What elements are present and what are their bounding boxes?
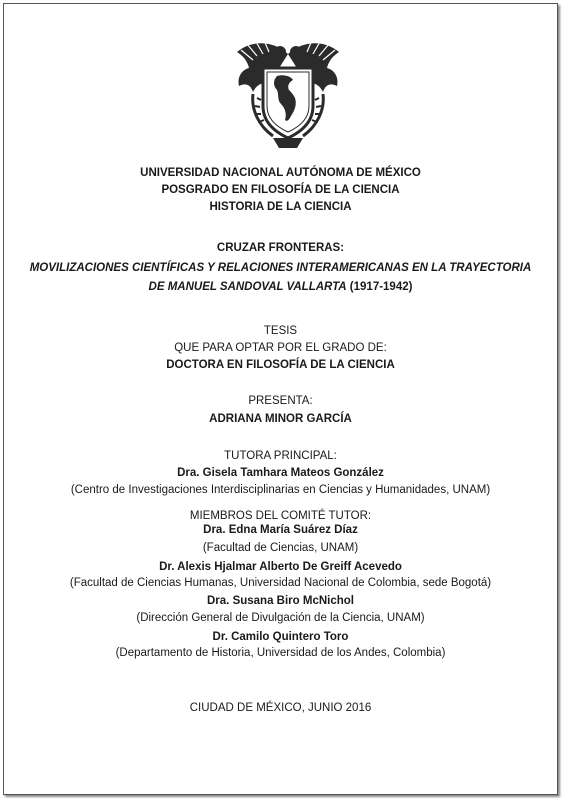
thesis-label: TESIS: [263, 325, 298, 337]
thesis-title-line-2: MOVILIZACIONES CIENTÍFICAS Y RELACIONES INTERAMERICANAS EN LA TRAYECTORIA: [29, 262, 532, 274]
presenter-label: PRESENTA:: [248, 395, 313, 407]
committee-member-name: Dr. Camilo Quintero Toro: [212, 631, 349, 643]
committee-member-affiliation: (Departamento de Historia, Universidad de los Andes, Colombia): [115, 647, 446, 659]
committee-member-name: Dra. Susana Biro McNichol: [207, 595, 354, 607]
thesis-title-line-1: CRUZAR FRONTERAS:: [216, 242, 345, 254]
tutor-affiliation: (Centro de Investigaciones Interdisciplinarias en Ciencias y Humanidades, UNAM): [70, 484, 491, 496]
committee-member-affiliation: (Facultad de Ciencias, UNAM): [202, 542, 359, 554]
thesis-cover-page: [3, 3, 558, 795]
place-and-date: CIUDAD DE MÉXICO, JUNIO 2016: [189, 702, 372, 714]
degree-purpose: QUE PARA OPTAR POR EL GRADO DE:: [174, 342, 387, 354]
tutor-name: Dra. Gisela Tamhara Mateos González: [177, 467, 384, 479]
committee-member-name: Dra. Edna María Suárez Díaz: [203, 524, 358, 536]
graduate-program: POSGRADO EN FILOSOFÍA DE LA CIENCIA: [161, 184, 400, 196]
thesis-title-line-3: [4, 280, 557, 295]
thesis-title-subject: DE MANUEL SANDOVAL VALLARTA: [148, 281, 347, 293]
committee-member-affiliation: (Facultad de Ciencias Humanas, Universidad Nacional de Colombia, sede Bogotá): [69, 577, 492, 589]
committee-label: MIEMBROS DEL COMITÉ TUTOR:: [189, 510, 372, 522]
thesis-title-years: (1917-1942): [349, 281, 413, 293]
unam-seal-icon: [233, 34, 343, 152]
degree-name: DOCTORA EN FILOSOFÍA DE LA CIENCIA: [166, 359, 395, 371]
presenter-name: ADRIANA MINOR GARCÍA: [209, 413, 352, 425]
committee-member-name: Dr. Alexis Hjalmar Alberto De Greiff Acevedo: [159, 561, 402, 573]
committee-member-affiliation: (Dirección General de Divulgación de la Ciencia, UNAM): [136, 612, 425, 624]
tutor-label: TUTORA PRINCIPAL:: [224, 450, 337, 462]
program-field: HISTORIA DE LA CIENCIA: [209, 201, 352, 213]
university-name: UNIVERSIDAD NACIONAL AUTÓNOMA DE MÉXICO: [140, 167, 421, 179]
